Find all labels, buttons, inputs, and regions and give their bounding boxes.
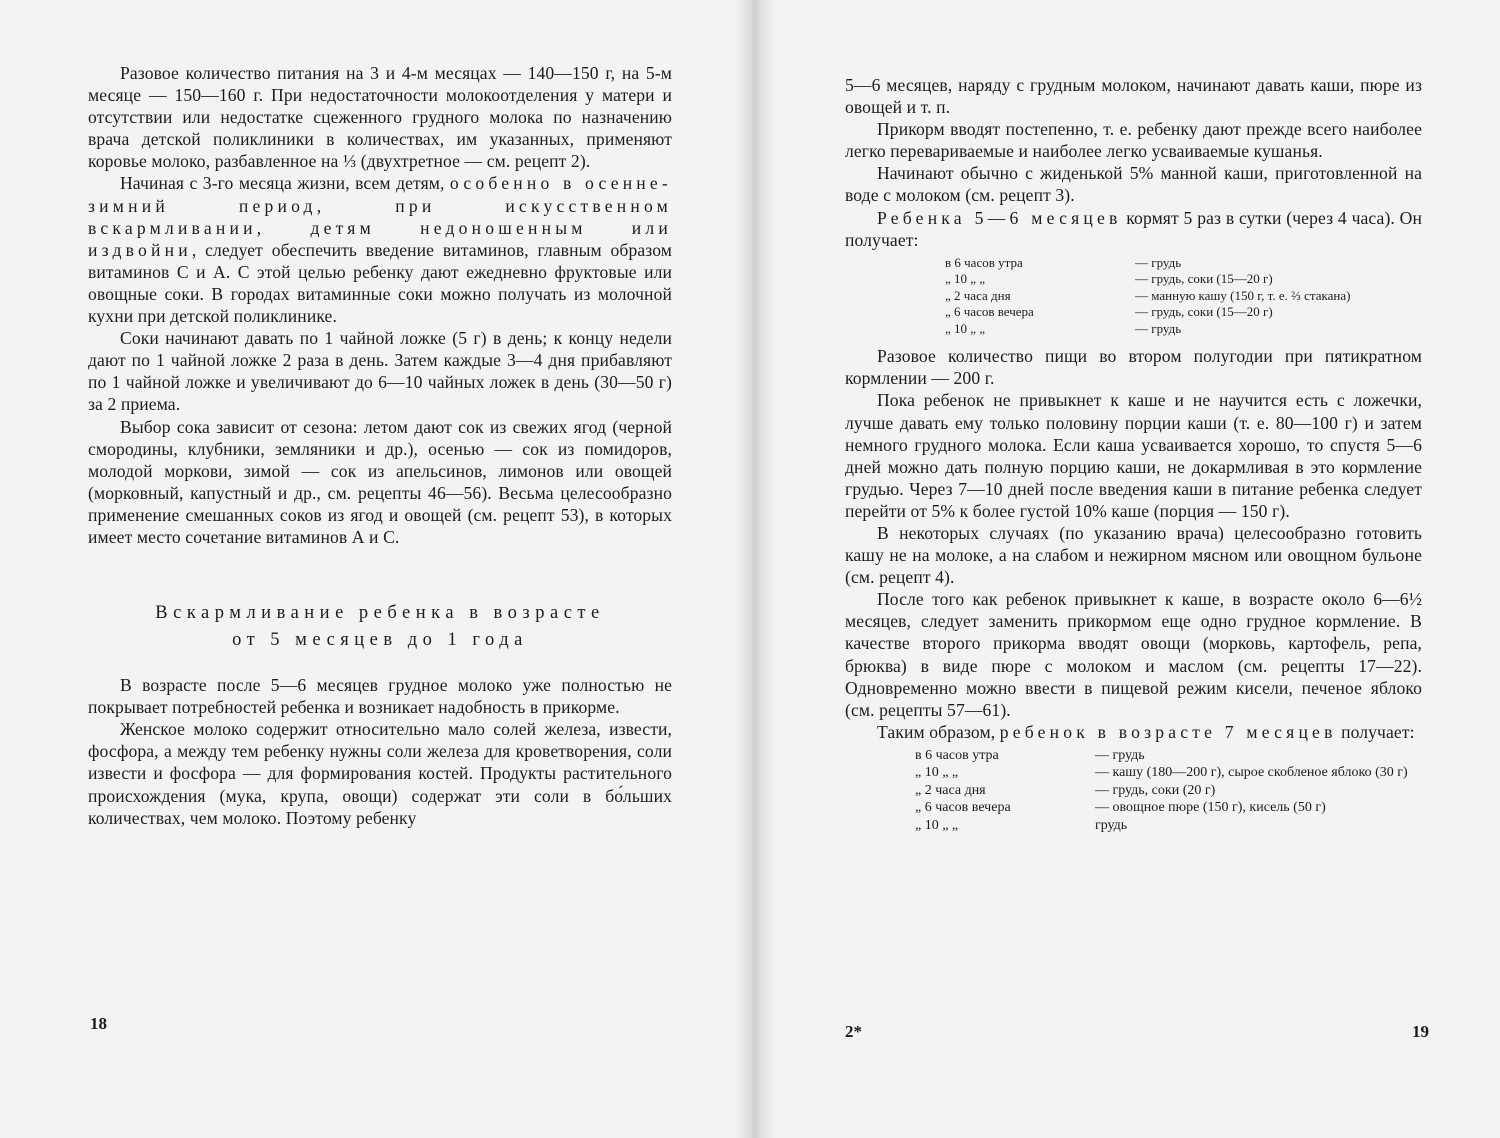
paragraph: Разовое количество пищи во втором полугодии при пятикратном кормлении — 200 г. [845,346,1422,389]
page-number: 18 [90,1014,107,1033]
right-page [770,0,1500,1138]
paragraph: Женское молоко содержит относительно мало солей железа, извести, фосфора, а между тем ребенку нужны соли железа для кроветворения, соли извести и фосфора — для формирования костей. Продукты растительного происхождения (мука, крупа, овощи) содержат эти соли в бо́льших количествах, чем молоко. Поэтому ребенку [88,719,672,828]
paragraph: В возрасте после 5—6 месяцев грудное молоко уже полностью не покрывает потребностей ребенка и возникает надобность в прикорме. [88,675,672,718]
paragraph: В некоторых случаях (по указанию врача) целесообразно готовить кашу не на молоке, а на слабом и нежирном мясном или овощном бульоне (см. рецепт 4). [845,523,1422,588]
schedule-row: в 6 часов утра — грудь [915,747,1145,763]
left-page [0,0,745,1138]
feeding-schedule-7-months [845,747,1422,835]
right-page-text [845,74,1422,842]
schedule-row: „ 10 „ „ — кашу (180—200 г), сырое скобленое яблоко (30 г) [915,765,1408,781]
schedule-row: „ 6 часов вечера — овощное пюре (150 г), кисель (50 г) [915,800,1326,816]
paragraph: Разовое количество питания на 3 и 4-м месяцах — 140—150 г, на 5-м месяце — 150—160 г. При недостаточности молокоотделения у матери и отсутствии или недостатке сцеженного грудного молока по назначению врача детской поликлиники в количествах, им указанных, применяют коровье молоко, разбавленное на ⅓ (двухтретное — см. рецепт 2). [88,63,672,172]
paragraph: Таким образом, ребенок в возрасте 7 месяцев получает: [877,721,1415,742]
signature-mark: 2* [845,1022,862,1041]
schedule-row: „ 2 часа дня — манную кашу (150 г, т. е. ⅔ стакана) [945,287,1351,303]
spaced-emphasis: ребенок в возрасте 7 месяцев [999,721,1337,742]
schedule-row: „ 10 „ „ грудь [915,817,1128,833]
paragraph: После того как ребенок привыкнет к каше, в возрасте около 6—6½ месяцев, следует заменить прикормом еще одно грудное кормление. В качестве второго прикорма вводят овощи (морковь, картофель, репа, брюква) в виде пюре с молоком и маслом (см. рецепты 17—22). Одновременно можно ввести в пищевой режим кисели, печеное яблоко (см. рецепты 57—61). [845,589,1422,720]
page-number: 19 [1412,1022,1429,1041]
paragraph: Пока ребенок не привыкнет к каше и не научится есть с ложечки, лучше давать ему только половину порции каши (т. е. 80—100 г) и затем немного грудного молока. Если каша усваивается хорошо, то спустя 5—6 дней можно дать полную порцию каши, не докармливая в это кормление грудью. Через 7—10 дней после введения каши в питание ребенка следует перейти от 5% к более густой 10% каше (порция — 150 г). [845,390,1422,521]
paragraph: 5—6 месяцев, наряду с грудным молоком, начинают давать каши, пюре из овощей и т. п. [845,75,1422,118]
paragraph: Выбор сока зависит от сезона: летом дают сок из свежих ягод (черной смородины, клубники, земляники и др.), осенью — сок из помидоров, молодой моркови, зимой — сок из апельсинов, лимонов или овощей (морковный, капустный и др., см. рецепты 46—56). Весьма целесообразно применение смешанных соков из ягод и овощей (см. рецепт 53), в которых имеет место сочетание витаминов А и С. [88,416,672,547]
schedule-row: „ 10 „ „ — грудь [945,320,1182,336]
left-page-text [88,62,672,829]
paragraph: Ребенка 5—6 месяцев кормят 5 раз в сутки (через 4 часа). Он получает: [845,207,1423,250]
spaced-emphasis: особенно в осенне-зимний период, при искусственном вскармливании, детям недоношенным или издвойни [88,173,672,260]
paragraph: Начинают обычно с жиденькой 5% манной каши, приготовленной на воде с молоком (см. рецепт 3). [845,163,1422,206]
section-heading: Вскармливание ребенка в возрасте от 5 месяцев до 1 года [155,603,605,651]
paragraph: Начиная с 3-го месяца жизни, всем детям, особенно в осенне-зимний период, при искусственном вскармливании, детям недоношенным или издвойни, следует обеспечить введение витаминов, главным образом витаминов С и А. С этой целью ребенку дают ежедневно фруктовые или овощные соки. В городах витаминные соки можно получать из молочной кухни при детской поликлинике. [88,173,672,327]
schedule-row: „ 6 часов вечера — грудь, соки (15—20 г) [945,304,1273,320]
paragraph: Соки начинают давать по 1 чайной ложке (5 г) в день; к концу недели дают по 1 чайной ложке 2 раза в день. Затем каждые 3—4 дня прибавляют по 1 чайной ложке и увеличивают до 6—10 чайных ложек в день (30—50 г) за 2 приема. [88,328,672,415]
schedule-row: „ 10 „ „ — грудь, соки (15—20 г) [945,271,1273,287]
schedule-row: в 6 часов утра — грудь [945,254,1182,270]
paragraph: Прикорм вводят постепенно, т. е. ребенку дают прежде всего наиболее легко перевариваемые и наиболее легко усваиваемые кушанья. [845,119,1422,162]
spaced-emphasis: Ребенка 5—6 месяцев [877,207,1122,228]
schedule-row: „ 2 часа дня — грудь, соки (20 г) [915,782,1216,798]
feeding-schedule-5-6-months [845,255,1422,338]
